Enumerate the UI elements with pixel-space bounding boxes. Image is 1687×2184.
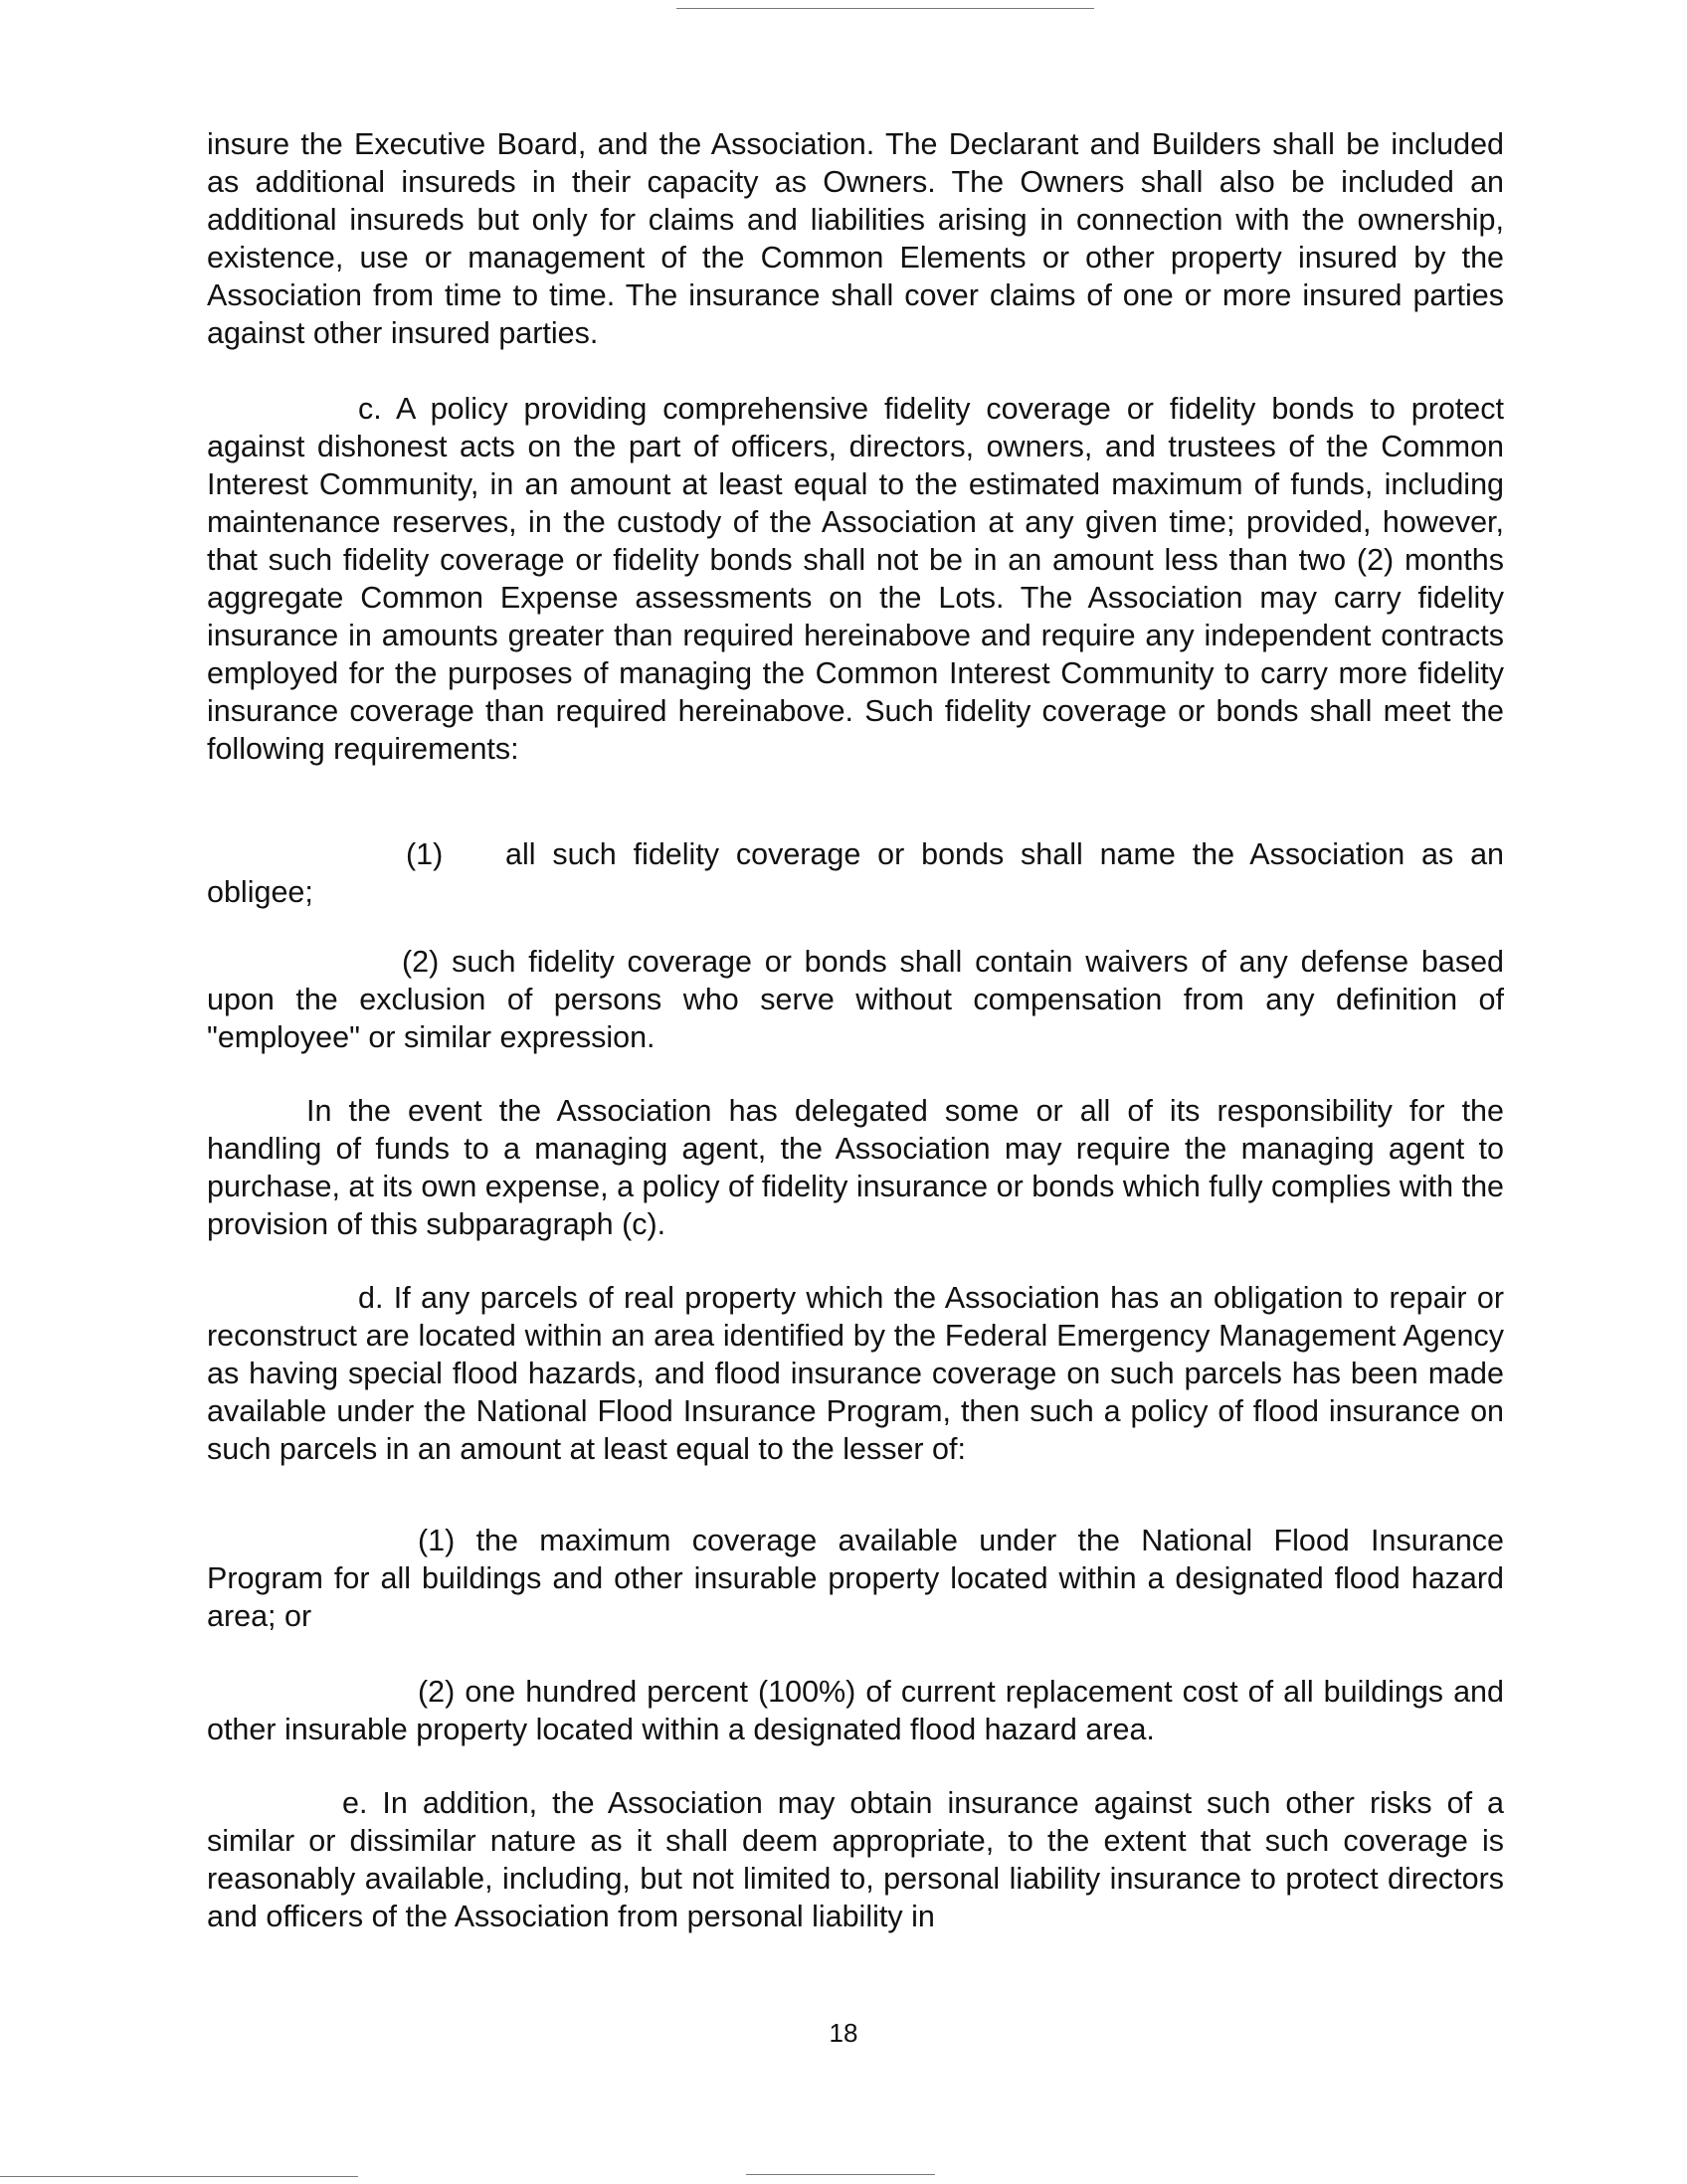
list-item-c1-number: (1) bbox=[406, 837, 444, 871]
page-number: 18 bbox=[829, 2018, 858, 2048]
paragraph-d-flood: d. If any parcels of real property which the Association has an obligation to repair or reconstruct are located within an area identified by the Federal Emergency Management Agency as having special flood hazards, and flood insurance coverage on such parcels has been made available under the National Flood Insurance Program, then such a policy of flood insurance on such parcels in an amount at least equal to the lesser of: bbox=[207, 1281, 1504, 1466]
scan-artifact-bottom-left bbox=[0, 2176, 358, 2177]
list-item-d1: (1) the maximum coverage available under the National Flood Insurance Program for all buildings and other insurable property located within a designated flood hazard area; or bbox=[207, 1524, 1504, 1633]
list-item-c1-continuation: obligee; bbox=[207, 875, 313, 909]
paragraph-c-fidelity: c. A policy providing comprehensive fidelity coverage or fidelity bonds to protect against dishonest acts on the part of officers, directors, owners, and trustees of the Common Interest Community, in an amount at least equal to the estimated maximum of funds, including maintenance reserves, in the custody of the Association at any given time; provided, however, that such fidelity coverage or fidelity bonds shall not be in an amount less than two (2) months aggregate Common Expense assessments on the Lots. The Association may carry fidelity insurance in amounts greater than required hereinabove and require any independent contracts employed for the purposes of managing the Common Interest Community to carry more fidelity insurance coverage than required hereinabove. Such fidelity coverage or bonds shall meet the following requirements: bbox=[207, 392, 1504, 766]
paragraph-e-other-risks: e. In addition, the Association may obtain insurance against such other risks of a similar or dissimilar nature as it shall deem appropriate, to the extent that such coverage is reasonably available, including, but not limited to, personal liability insurance to protect directors and officers of the Association from personal liability in bbox=[207, 1786, 1504, 1933]
scan-artifact-top bbox=[676, 8, 1094, 9]
list-item-d2: (2) one hundred percent (100%) of current replacement cost of all buildings and other insurable property located within a designated flood hazard area. bbox=[207, 1675, 1504, 1746]
paragraph-insureds: insure the Executive Board, and the Association. The Declarant and Builders shall be included as additional insureds in their capacity as Owners. The Owners shall also be included an additional insureds but only for claims and liabilities arising in connection with the ownership, existence, use or management of the Common Elements or other property insured by the Association from time to time. The insurance shall cover claims of one or more insured parties against other insured parties. bbox=[207, 127, 1504, 350]
list-item-c1-text: all such fidelity coverage or bonds shall name the Association as an bbox=[505, 837, 1504, 871]
list-item-c2: (2) such fidelity coverage or bonds shall contain waivers of any defense based upon the exclusion of persons who serve without compensation from any definition of "employee" or similar expression. bbox=[207, 945, 1504, 1054]
paragraph-managing-agent: In the event the Association has delegated some or all of its responsibility for the handling of funds to a managing agent, the Association may require the managing agent to purchase, at its own expense, a policy of fidelity insurance or bonds which fully complies with the provision of this subparagraph (c). bbox=[207, 1094, 1504, 1241]
scan-artifact-bottom-right bbox=[746, 2174, 935, 2175]
